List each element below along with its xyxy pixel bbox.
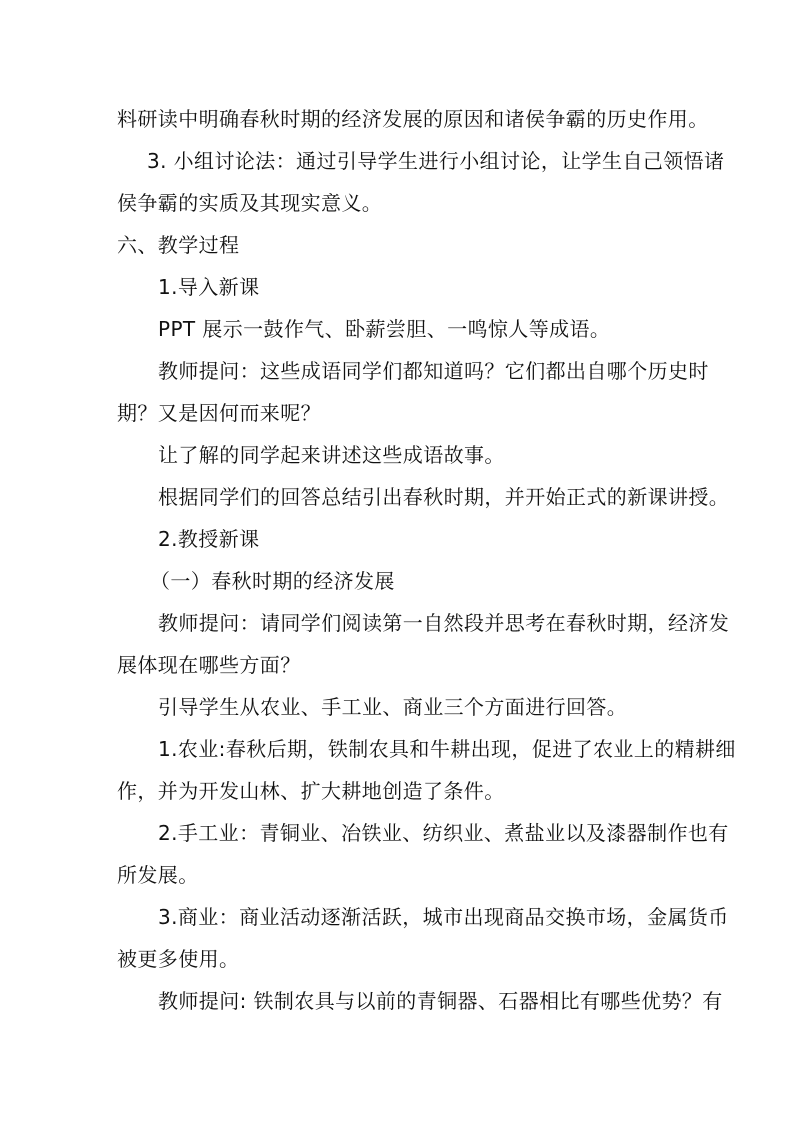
text-line: 3.商业：商业活动逐渐活跃，城市出现商品交换市场，金属货币	[158, 905, 729, 929]
subsection-heading: 2.教授新课	[158, 527, 260, 551]
text-line: 教师提问：这些成语同学们都知道吗？它们都出自哪个历史时	[158, 359, 709, 383]
text-line: 料研读中明确春秋时期的经济发展的原因和诸侯争霸的历史作用。	[117, 107, 709, 131]
text-line: 作，并为开发山林、扩大耕地创造了条件。	[117, 779, 505, 803]
text-line: 引导学生从农业、手工业、商业三个方面进行回答。	[158, 695, 628, 719]
text-line: 展体现在哪些方面？	[117, 653, 301, 677]
text-line: 所发展。	[117, 863, 199, 887]
text-line: 3. 小组讨论法：通过引导学生进行小组讨论，让学生自己领悟诸	[147, 149, 725, 173]
text-line: 教师提问：请同学们阅读第一自然段并思考在春秋时期，经济发	[158, 611, 730, 635]
text-line: 侯争霸的实质及其现实意义。	[117, 191, 383, 215]
text-line: PPT 展示一鼓作气、卧薪尝胆、一鸣惊人等成语。	[158, 317, 611, 341]
text-line: 教师提问: 铁制农具与以前的青铜器、石器相比有哪些优势？有	[158, 989, 723, 1013]
text-line: 2.手工业：青铜业、冶铁业、纺织业、煮盐业以及漆器制作也有	[158, 821, 729, 845]
text-line: 1.农业:春秋后期，铁制农具和牛耕出现，促进了农业上的精耕细	[158, 737, 736, 761]
text-line: 被更多使用。	[117, 947, 240, 971]
text-line: 让了解的同学起来讲述这些成语故事。	[158, 443, 505, 467]
subsection-heading: 1.导入新课	[158, 275, 260, 299]
section-heading: 六、教学过程	[117, 233, 240, 257]
subsection-heading: （一）春秋时期的经济发展	[150, 569, 395, 593]
text-line: 期？又是因何而来呢？	[117, 401, 321, 425]
text-line: 根据同学们的回答总结引出春秋时期，并开始正式的新课讲授。	[158, 485, 730, 509]
